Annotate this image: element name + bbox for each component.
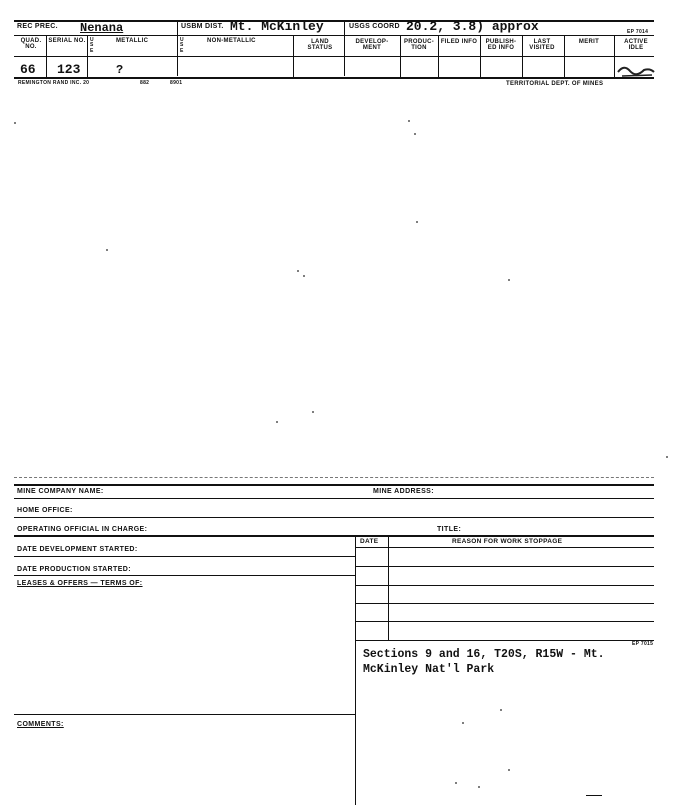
- col-quad-no: QUAD. NO.: [20, 38, 42, 51]
- col-land-status: LAND STATUS: [307, 39, 333, 52]
- col-use-metallic: U S E: [90, 37, 94, 54]
- scan-speck: [462, 722, 464, 724]
- divider: [14, 35, 654, 36]
- reason-column-header: REASON FOR WORK STOPPAGE: [452, 538, 563, 545]
- leases-label: LEASES & OFFERS — TERMS OF:: [17, 580, 143, 587]
- divider: [586, 795, 602, 796]
- divider: [14, 575, 355, 576]
- scan-speck: [312, 411, 314, 413]
- divider: [522, 35, 523, 77]
- col-serial-no: SERIAL NO.: [48, 38, 86, 44]
- scan-speck: [478, 786, 480, 788]
- scan-speck: [414, 133, 416, 135]
- location-note-line-2: McKinley Nat'l Park: [363, 663, 495, 676]
- divider: [14, 477, 654, 478]
- scan-speck: [455, 782, 457, 784]
- scan-speck: [106, 249, 108, 251]
- scan-speck: [416, 221, 418, 223]
- divider: [14, 556, 355, 557]
- mine-company-name-label: MINE COMPANY NAME:: [17, 488, 104, 495]
- location-note-line-1: Sections 9 and 16, T20S, R15W - Mt.: [363, 648, 605, 661]
- divider: [14, 484, 654, 486]
- col-last-visited: LAST VISITED: [529, 39, 555, 52]
- printer-line: REMINGTON RAND INC. 20: [18, 80, 90, 86]
- divider: [46, 35, 47, 77]
- col-active-idle: ACTIVE IDLE: [624, 39, 648, 52]
- divider: [14, 535, 654, 537]
- divider: [438, 35, 439, 77]
- divider: [355, 621, 654, 622]
- scan-speck: [303, 275, 305, 277]
- divider: [355, 547, 654, 548]
- date-column-header: DATE: [360, 538, 379, 545]
- divider: [355, 566, 654, 567]
- operating-official-label: OPERATING OFFICIAL IN CHARGE:: [17, 526, 148, 533]
- home-office-label: HOME OFFICE:: [17, 507, 73, 514]
- divider: [14, 77, 654, 79]
- col-metallic: METALLIC: [116, 38, 149, 44]
- divider: [14, 714, 355, 715]
- divider: [480, 35, 481, 77]
- record-serial-no: 123: [57, 62, 81, 77]
- date-prod-started-label: DATE PRODUCTION STARTED:: [17, 566, 131, 573]
- scan-speck: [508, 769, 510, 771]
- divider: [355, 640, 654, 641]
- col-published-info: PUBLISH- ED INFO: [485, 39, 517, 52]
- scan-speck: [408, 120, 410, 122]
- divider: [614, 35, 615, 77]
- divider: [344, 20, 345, 76]
- scan-speck: [297, 270, 299, 272]
- active-idle-scribble: [616, 60, 656, 78]
- divider: [87, 35, 88, 77]
- divider: [355, 585, 654, 586]
- form-number-top: EP 7014: [627, 29, 649, 35]
- usgs-coord-value: 20.2, 3.8) approx: [406, 19, 539, 34]
- record-quad-no: 66: [20, 62, 36, 77]
- usgs-coord-label: USGS COORD: [349, 23, 400, 30]
- title-label: TITLE:: [437, 526, 462, 533]
- scan-speck: [508, 279, 510, 281]
- col-non-metallic: NON-METALLIC: [207, 38, 256, 44]
- scan-speck: [276, 421, 278, 423]
- col-filed-info: FILED INFO: [440, 39, 478, 45]
- record-metallic: ?: [116, 63, 124, 77]
- territorial-dept: TERRITORIAL DEPT. OF MINES: [506, 81, 604, 87]
- comments-label: COMMENTS:: [17, 721, 64, 728]
- scan-speck: [666, 456, 668, 458]
- rec-prec-value: Nenana: [80, 21, 124, 35]
- form-number-bottom: EP 7015: [632, 641, 654, 647]
- col-merit: MERIT: [578, 39, 600, 45]
- divider: [388, 535, 389, 640]
- divider: [293, 35, 294, 77]
- usbm-dist-label: USBM DIST.: [181, 23, 224, 30]
- scan-speck: [14, 122, 16, 124]
- scribble-mark: [616, 60, 656, 78]
- printer-code-1: 882: [140, 80, 150, 86]
- scan-speck: [500, 709, 502, 711]
- col-development: DEVELOP- MENT: [355, 39, 389, 52]
- divider: [14, 498, 654, 499]
- col-production: PRODUC- TION: [403, 39, 435, 52]
- mine-address-label: MINE ADDRESS:: [373, 488, 434, 495]
- date-dev-started-label: DATE DEVELOPMENT STARTED:: [17, 546, 138, 553]
- divider: [14, 56, 654, 57]
- divider: [355, 603, 654, 604]
- divider: [355, 535, 356, 805]
- divider: [14, 517, 654, 518]
- divider: [564, 35, 565, 77]
- col-use-nonmetallic: U S E: [180, 37, 184, 54]
- divider: [400, 35, 401, 77]
- usbm-dist-value: Mt. McKinley: [230, 19, 324, 34]
- printer-code-2: 8901: [170, 80, 183, 86]
- divider: [177, 20, 178, 76]
- rec-prec-label: REC PREC.: [17, 23, 58, 30]
